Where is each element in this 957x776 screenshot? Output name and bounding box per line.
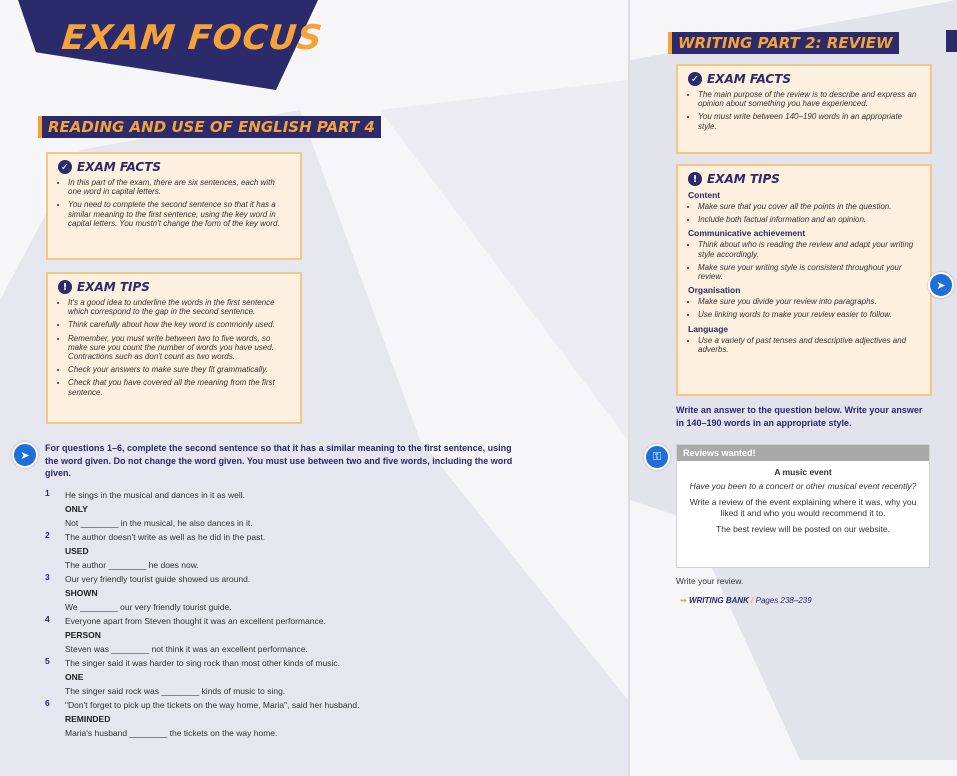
arrow-right-icon: ➡ (680, 596, 687, 605)
list-item: • In this part of the exam, there are six sentences, each with one word in capital letters. (68, 178, 290, 196)
list-item: • You need to complete the second sentence so that it has a similar meaning to the first sentence, using the key word in capital letters. You mustn't change the form of the key word. (68, 200, 290, 228)
card-body: Write a review of the event explaining where it was, why you liked it and who you would recommend it to. (689, 496, 917, 519)
exam-tips-box-right (676, 164, 932, 396)
question-1: 1 He sings in the musical and dances in it as well. ONLY Not ________ in the musical, he also dances in it. (45, 488, 515, 530)
list-item: • Think carefully about how the key word is commonly used. (68, 320, 290, 329)
list-item: • Remember, you must write between two to five words, so make sure you count the number of words you have used. Contractions such as don't count as two words. (68, 334, 290, 362)
list-item: • Use linking words to make your review easier to follow. (698, 310, 920, 319)
review-task-card (676, 444, 930, 568)
question-5: 5 The singer said it was harder to sing rock than most other kinds of music. ONE The singer said rock was ________ kinds of music to sing. (45, 656, 515, 698)
key-word: SHOWN (65, 588, 98, 598)
answer-gap[interactable]: Not ________ in the musical, he also dances in it. (65, 518, 253, 528)
list-item: • It's a good idea to underline the words in the first sentence which correspond to the gap in the second sentence. (68, 298, 290, 316)
exam-tips-list (58, 298, 290, 397)
exam-facts-box-right (676, 64, 932, 154)
checkmark-icon: ✓ (688, 72, 702, 86)
list-item: • Think about who is reading the review and adapt your writing style accordingly. (698, 240, 920, 258)
list-item: • The main purpose of the review is to describe and express an opinion about something you have experienced. (698, 90, 920, 108)
list-item: • Make sure that you cover all the points in the question. (698, 202, 920, 211)
exam-tips-box-left (46, 272, 302, 424)
list-item: • Make sure you divide your review into paragraphs. (698, 297, 920, 306)
exclamation-icon: ! (58, 280, 72, 294)
exam-facts-heading: EXAM FACTS (77, 160, 162, 174)
key-pin-icon[interactable]: ⚿ (644, 444, 670, 470)
list-item: • Check that you have covered all the meaning from the first sentence. (68, 378, 290, 396)
exam-tips-heading: EXAM TIPS (77, 280, 150, 294)
task-instruction: For questions 1–6, complete the second sentence so that it has a similar meaning to the first sentence, using the word given. Do not change the word given. You must use between two and five words, including the word given. (45, 443, 513, 479)
key-word: ONE (65, 672, 84, 682)
page-gutter (628, 0, 630, 776)
section-title-reading: READING AND USE OF ENGLISH PART 4 (38, 116, 381, 138)
list-item: • Use a variety of past tenses and descriptive adjectives and adverbs. (698, 336, 920, 354)
card-title: A music event (774, 467, 832, 477)
exam-facts-heading: EXAM FACTS (707, 72, 792, 86)
tips-group-title: Communicative achievement (688, 228, 806, 239)
card-footer: The best review will be posted on our website. (716, 523, 890, 534)
tips-group-title: Language (688, 323, 729, 334)
cursor-pin-icon[interactable]: ➤ (928, 272, 954, 298)
question-4: 4 Everyone apart from Steven thought it was an excellent performance. PERSON Steven was ________ not think it was an excellent performance. (45, 614, 515, 656)
exam-facts-list (58, 178, 290, 228)
writing-instruction: Write an answer to the question below. Write your answer in 140–190 words in an appropriate style. (676, 405, 923, 428)
card-question: Have you been to a concert or other musical event recently? (689, 481, 917, 492)
review-prompt: Write your review. (676, 576, 744, 586)
key-word: PERSON (65, 630, 101, 640)
tips-group-title: Organisation (688, 285, 741, 296)
card-header: Reviews wanted! (677, 445, 929, 461)
question-3: 3 Our very friendly tourist guide showed us around. SHOWN We ________ our very friendly tourist guide. (45, 572, 515, 614)
list-item: • Include both factual information and an opinion. (698, 215, 920, 224)
question-6: 6 "Don't forget to pick up the tickets on the way home, Maria", said her husband. REMINDED Maria's husband ________ the tickets on the way home. (45, 698, 515, 740)
answer-gap[interactable]: We ________ our very friendly tourist guide. (65, 602, 232, 612)
key-word: REMINDED (65, 714, 111, 724)
writing-bank-link[interactable]: ➡ WRITING BANK / Pages 238–239 (680, 596, 812, 605)
page-title: EXAM FOCUS (59, 18, 325, 58)
tips-group-title: Content (688, 190, 721, 200)
answer-gap[interactable]: The singer said rock was ________ kinds of music to sing. (65, 686, 286, 696)
exam-facts-list (688, 90, 920, 131)
question-2: 2 The author doesn't write as well as he did in the past. USED The author ________ he does now. (45, 530, 515, 572)
exam-tips-heading: EXAM TIPS (707, 172, 780, 186)
list-item: • Make sure your writing style is consistent throughout your review. (698, 263, 920, 281)
question-list (45, 488, 515, 740)
cursor-pin-icon[interactable]: ➤ (12, 442, 38, 468)
answer-gap[interactable]: The author ________ he does now. (65, 560, 199, 570)
key-word: USED (65, 546, 89, 556)
list-item: • You must write between 140–190 words in an appropriate style. (698, 112, 920, 130)
list-item: • Check your answers to make sure they fit grammatically. (68, 365, 290, 374)
answer-gap[interactable]: Steven was ________ not think it was an excellent performance. (65, 644, 308, 654)
checkmark-icon: ✓ (58, 160, 72, 174)
exam-facts-box-left (46, 152, 302, 260)
section-title-writing: WRITING PART 2: REVIEW (668, 32, 899, 54)
exclamation-icon: ! (688, 172, 702, 186)
answer-gap[interactable]: Maria's husband ________ the tickets on the way home. (65, 728, 278, 738)
next-page-bar-edge (946, 30, 957, 52)
key-word: ONLY (65, 504, 88, 514)
